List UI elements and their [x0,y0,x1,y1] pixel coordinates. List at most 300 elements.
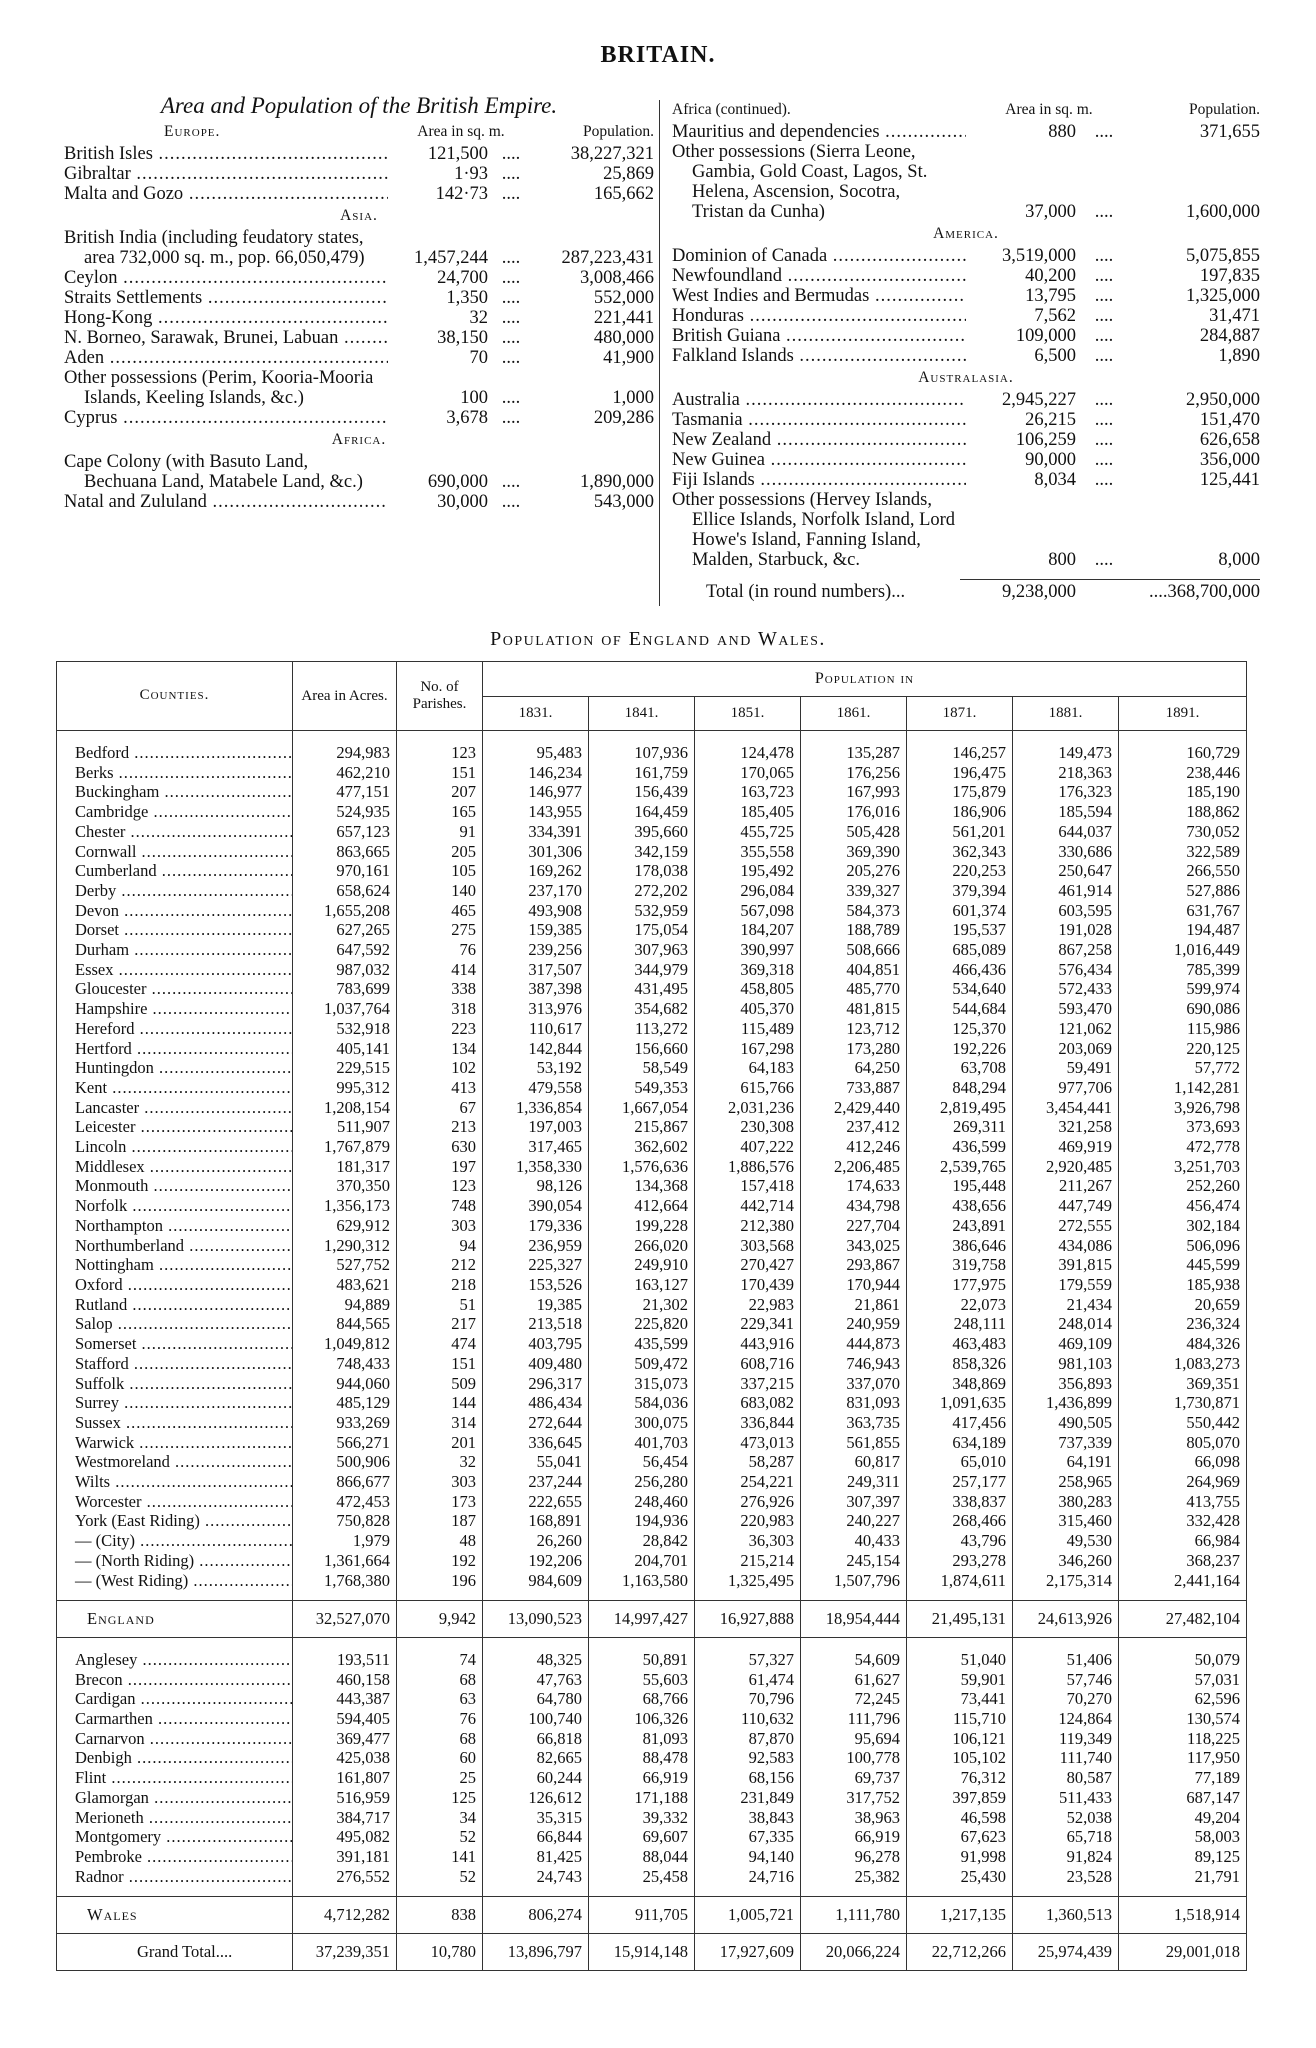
table-cell: 32 [397,1452,483,1472]
table-cell: 237,170 [483,881,589,901]
right-continued-label: Africa (continued). [672,101,791,118]
leader-dots [184,1236,292,1255]
county-name [57,1393,293,1413]
table-cell: 26,260 [483,1531,589,1551]
table-cell: 296,084 [695,881,801,901]
table-cell: 37,239,351 [293,1934,397,1971]
table-cell: 64,780 [483,1689,589,1709]
county-label: Cumberland [75,861,157,881]
table-cell: 80,587 [1013,1768,1119,1788]
possession-name [672,306,966,326]
table-cell: 51,040 [907,1637,1013,1669]
leader-dots [170,1452,293,1471]
possession-area: 32 [469,308,488,328]
table-cell: 970,161 [293,861,397,881]
table-cell: 115,710 [907,1709,1013,1729]
table-cell: 149,473 [1013,731,1119,763]
right-column-header [672,100,1260,120]
county-label: Middlesex [75,1156,145,1176]
county-name [57,802,293,822]
table-cell: 483,621 [293,1275,397,1295]
table-cell: 18,954,444 [801,1601,907,1638]
county-row [57,1808,1247,1828]
table-cell: 481,815 [801,999,907,1019]
possession-population: 209,286 [593,408,654,428]
table-cell: 644,037 [1013,822,1119,842]
table-cell: 380,283 [1013,1492,1119,1512]
county-row [57,1098,1247,1118]
table-cell: 987,032 [293,960,397,980]
leader-dots [827,246,966,266]
county-label: Glamorgan [75,1787,149,1807]
county-label: Lincoln [75,1137,127,1157]
table-cell: 65,010 [907,1452,1013,1472]
county-name [57,1413,293,1433]
table-cell: 407,222 [695,1137,801,1157]
separator-dots: .... [1094,390,1114,410]
county-name [57,782,293,802]
county-name [57,1531,293,1551]
table-cell: 69,737 [801,1768,907,1788]
table-cell: 412,664 [589,1196,695,1216]
table-cell: 748,433 [293,1354,397,1374]
possession-population: 1,600,000 [1186,202,1260,222]
possession-name [64,144,388,164]
table-cell: 293,867 [801,1255,907,1275]
possession-population: 371,655 [1199,122,1260,142]
table-cell: 984,609 [483,1571,589,1601]
table-cell: 66,984 [1119,1531,1247,1551]
possession-name [672,490,966,570]
possession-area: 121,500 [427,144,488,164]
county-row [57,1354,1247,1374]
table-cell: 58,287 [695,1452,801,1472]
possession-population: 543,000 [593,492,654,512]
possession-name-text: British Isles [64,144,153,164]
table-cell: 391,181 [293,1847,397,1867]
table-cell: 176,323 [1013,782,1119,802]
county-name [57,1176,293,1196]
county-name [57,1689,293,1709]
county-label: Wales [87,1905,138,1925]
leader-dots [121,1413,293,1432]
leader-dots [880,122,966,142]
empire-row [64,164,654,184]
table-cell: 2,539,765 [907,1157,1013,1177]
table-cell: 1,005,721 [695,1897,801,1934]
table-cell: 683,082 [695,1393,801,1413]
table-cell: 315,073 [589,1374,695,1394]
empire-row [64,328,654,348]
county-row [57,802,1247,822]
table-cell: 1,874,611 [907,1571,1013,1601]
county-name [57,1934,293,1971]
county-row [57,1236,1247,1256]
leader-dots [147,999,292,1018]
county-label: — (North Riding) [75,1550,195,1570]
leader-dots [129,743,292,762]
table-cell: 185,938 [1119,1275,1247,1295]
county-name [57,1492,293,1512]
table-cell: 603,595 [1013,901,1119,921]
table-cell: 527,886 [1119,881,1247,901]
table-cell: 302,184 [1119,1216,1247,1236]
table-cell: 52 [397,1827,483,1847]
empire-row [672,490,1260,570]
empire-left-column [64,93,654,512]
possession-name [64,308,388,328]
leader-dots [139,1098,292,1117]
possession-name [672,390,966,410]
table-cell: 584,373 [801,901,907,921]
table-cell: 435,599 [589,1334,695,1354]
table-cell: 164,459 [589,802,695,822]
table-cell: 167,298 [695,1039,801,1059]
table-cell: 225,820 [589,1314,695,1334]
leader-dots [132,1039,293,1058]
table-cell: 24,743 [483,1867,589,1897]
table-cell: 848,294 [907,1078,1013,1098]
page-title: BRITAIN. [600,42,716,68]
table-cell: 414 [397,960,483,980]
county-row [57,1637,1247,1669]
table-cell: 125 [397,1788,483,1808]
table-cell: 567,098 [695,901,801,921]
table-cell: 218 [397,1275,483,1295]
table-cell: 2,429,440 [801,1098,907,1118]
table-cell: 230,308 [695,1117,801,1137]
table-cell: 161,759 [589,763,695,783]
leader-dots [114,960,293,979]
leader-dots [145,1729,293,1748]
leader-dots [159,782,292,801]
table-cell: 146,977 [483,782,589,802]
separator-dots: .... [501,268,521,288]
table-cell: 1,356,173 [293,1196,397,1216]
county-row [57,782,1247,802]
table-cell: 472,778 [1119,1137,1247,1157]
leader-dots [157,861,293,880]
county-name [57,1098,293,1118]
table-cell: 52,038 [1013,1808,1119,1828]
table-cell: 21,302 [589,1295,695,1315]
possession-name-text: Gibraltar [64,164,131,184]
empire-row [672,142,1260,222]
table-cell: 447,749 [1013,1196,1119,1216]
separator-dots: .... [501,248,521,268]
table-cell: 57,746 [1013,1670,1119,1690]
county-name [57,979,293,999]
county-name [57,1157,293,1177]
table-cell: 593,470 [1013,999,1119,1019]
table-cell: 15,914,148 [589,1934,695,1971]
table-cell: 60,817 [801,1452,907,1472]
possession-name-text: Cyprus [64,408,118,428]
table-cell: 130,574 [1119,1709,1247,1729]
county-label: Rutland [75,1294,128,1314]
table-cell: 783,699 [293,979,397,999]
table-cell: 395,660 [589,822,695,842]
empire-row [64,268,654,288]
table-cell: 1,979 [293,1531,397,1551]
table-cell: 338 [397,979,483,999]
leader-dots [134,1433,292,1452]
table-cell: 100,778 [801,1748,907,1768]
table-cell: 561,201 [907,822,1013,842]
table-cell: 2,441,164 [1119,1571,1247,1601]
table-cell: 102 [397,1058,483,1078]
total-area: 9,238,000 [1002,582,1076,602]
county-label: Hertford [75,1038,132,1058]
leader-dots [135,1689,292,1708]
table-cell: 248,111 [907,1314,1013,1334]
table-cell: 55,041 [483,1452,589,1472]
table-cell: 505,428 [801,822,907,842]
possession-population: 1,325,000 [1186,286,1260,306]
leader-dots [137,1650,292,1669]
table-cell: 250,647 [1013,861,1119,881]
county-name [57,1117,293,1137]
leader-dots [740,390,966,410]
table-cell: 60 [397,1748,483,1768]
county-row [57,999,1247,1019]
empire-row [672,286,1260,306]
table-cell: 74 [397,1637,483,1669]
table-cell: 95,483 [483,731,589,763]
county-row [57,1551,1247,1571]
possession-name-text: Mauritius and dependencies [672,122,880,142]
county-name [57,1670,293,1690]
possession-name-text: Newfoundland [672,266,782,286]
county-row [57,1847,1247,1867]
table-cell: 272,644 [483,1413,589,1433]
table-cell: 185,594 [1013,802,1119,822]
county-name [57,960,293,980]
county-label: Northampton [75,1215,163,1235]
table-cell: 594,405 [293,1709,397,1729]
total-rule [960,579,1260,580]
county-row [57,1670,1247,1690]
table-cell: 91 [397,822,483,842]
table-cell: 294,983 [293,731,397,763]
table-cell: 239,256 [483,940,589,960]
table-cell: 511,907 [293,1117,397,1137]
table-cell: 245,154 [801,1551,907,1571]
table-cell: 527,752 [293,1255,397,1275]
leader-dots [119,1393,293,1412]
table-cell: 134 [397,1039,483,1059]
leader-dots [135,1117,292,1136]
total-label: Total (in round numbers)... [706,582,906,602]
table-cell: 165 [397,802,483,822]
leader-dots [141,1492,292,1511]
possession-area: 6,500 [1034,346,1076,366]
table-cell: 344,979 [589,960,695,980]
possession-name [64,492,388,512]
table-cell: 981,103 [1013,1354,1119,1374]
table-cell: 249,311 [801,1472,907,1492]
table-cell: 66,098 [1119,1452,1247,1472]
table-cell: 61,474 [695,1670,801,1690]
table-cell: 203,069 [1013,1039,1119,1059]
leader-dots [113,1314,293,1333]
table-cell: 215,214 [695,1551,801,1571]
county-row [57,1571,1247,1601]
table-cell: 343,025 [801,1236,907,1256]
table-cell: 178,038 [589,861,695,881]
possession-area: 70 [469,348,488,368]
table-cell: 179,559 [1013,1275,1119,1295]
possession-population: 480,000 [593,328,654,348]
leader-dots [117,268,388,288]
table-cell: 215,867 [589,1117,695,1137]
table-cell: 236,959 [483,1236,589,1256]
table-cell: 1,358,330 [483,1157,589,1177]
possession-name [64,228,388,268]
table-cell: 100,740 [483,1709,589,1729]
table-cell: 61,627 [801,1670,907,1690]
table-cell: 197 [397,1157,483,1177]
county-row [57,1334,1247,1354]
county-label: Westmoreland [75,1452,170,1472]
table-cell: 29,001,018 [1119,1934,1247,1971]
possession-area: 30,000 [437,492,488,512]
table-cell: 275 [397,920,483,940]
table-cell: 187 [397,1511,483,1531]
table-cell: 977,706 [1013,1078,1119,1098]
county-label: Dorset [75,920,119,940]
table-cell: 212 [397,1255,483,1275]
table-cell: 248,460 [589,1492,695,1512]
section-heading: Australasia. [918,369,1014,386]
table-cell: 844,565 [293,1314,397,1334]
table-cell: 123 [397,731,483,763]
table-cell: 57,772 [1119,1058,1247,1078]
county-name [57,1551,293,1571]
table-cell: 220,253 [907,861,1013,881]
possession-name-text: Fiji Islands [672,470,755,490]
table-cell: 561,855 [801,1433,907,1453]
county-label: Montgomery [75,1827,162,1847]
table-cell: 549,353 [589,1078,695,1098]
table-cell: 319,758 [907,1255,1013,1275]
table-cell: 192,226 [907,1039,1013,1059]
empire-row [672,306,1260,326]
table-cell: 566,271 [293,1433,397,1453]
table-cell: 126,612 [483,1788,589,1808]
possession-area: 38,150 [437,328,488,348]
table-cell: 1,360,513 [1013,1897,1119,1934]
empire-right-column [672,100,1260,602]
table-cell: 185,405 [695,802,801,822]
county-row [57,1472,1247,1492]
separator-dots: .... [1094,246,1114,266]
table-cell: 68 [397,1670,483,1690]
table-cell: 417,456 [907,1413,1013,1433]
county-name [57,1897,293,1934]
table-cell: 124,864 [1013,1709,1119,1729]
table-cell: 403,795 [483,1334,589,1354]
table-cell: 64,191 [1013,1452,1119,1472]
possession-population: 31,471 [1209,306,1260,326]
county-name [57,1314,293,1334]
county-label: Derby [75,880,117,900]
table-cell: 733,887 [801,1078,907,1098]
possession-area: 8,034 [1034,470,1076,490]
table-cell: 14,997,427 [589,1601,695,1638]
leader-dots [142,1847,293,1866]
leader-dots [136,842,292,861]
table-cell: 303,568 [695,1236,801,1256]
possession-area: 3,678 [446,408,488,428]
table-cell: 584,036 [589,1393,695,1413]
table-cell: 368,237 [1119,1551,1247,1571]
table-cell: 123 [397,1176,483,1196]
table-cell: 404,851 [801,960,907,980]
possession-name-text: Australia [672,390,740,410]
table-cell: 119,349 [1013,1729,1119,1749]
possession-area: 800 [1048,550,1076,570]
table-cell: 53,192 [483,1058,589,1078]
table-cell: 460,158 [293,1670,397,1690]
table-cell: 115,489 [695,1019,801,1039]
separator-dots: .... [501,184,521,204]
leader-dots [153,1709,293,1728]
table-cell: 608,716 [695,1354,801,1374]
leader-dots [743,410,966,430]
table-cell: 59,901 [907,1670,1013,1690]
table-cell: 516,959 [293,1788,397,1808]
possession-population: 626,658 [1199,430,1260,450]
leader-dots [154,1255,293,1274]
leader-dots [869,286,966,306]
possession-population: 25,869 [603,164,654,184]
separator-dots: .... [501,388,521,408]
table-cell: 151 [397,1354,483,1374]
table-cell: 500,906 [293,1452,397,1472]
year-header: 1881. [1013,697,1119,731]
table-cell: 76 [397,1709,483,1729]
possession-area: 100 [460,388,488,408]
table-cell: 627,265 [293,920,397,940]
possession-population: 3,008,466 [580,268,654,288]
table-cell: 63 [397,1689,483,1709]
county-label: Chester [75,821,126,841]
table-cell: 88,044 [589,1847,695,1867]
empire-row [672,122,1260,142]
table-cell: 50,891 [589,1637,695,1669]
table-cell: 237,412 [801,1117,907,1137]
county-row [57,822,1247,842]
empire-row [64,452,654,492]
county-name [57,1709,293,1729]
table-cell: 307,963 [589,940,695,960]
table-cell: 270,427 [695,1255,801,1275]
separator-dots: .... [1094,286,1114,306]
county-name [57,999,293,1019]
table-cell: 330,686 [1013,842,1119,862]
table-cell: 192,206 [483,1551,589,1571]
table-cell: 442,714 [695,1196,801,1216]
table-cell: 91,824 [1013,1847,1119,1867]
separator-dots: .... [501,288,521,308]
table-cell: 412,246 [801,1137,907,1157]
table-cell: 205,276 [801,861,907,881]
table-cell: 186,906 [907,802,1013,822]
table-cell: 362,343 [907,842,1013,862]
table-cell: 167,993 [801,782,907,802]
county-label: Gloucester [75,979,147,999]
